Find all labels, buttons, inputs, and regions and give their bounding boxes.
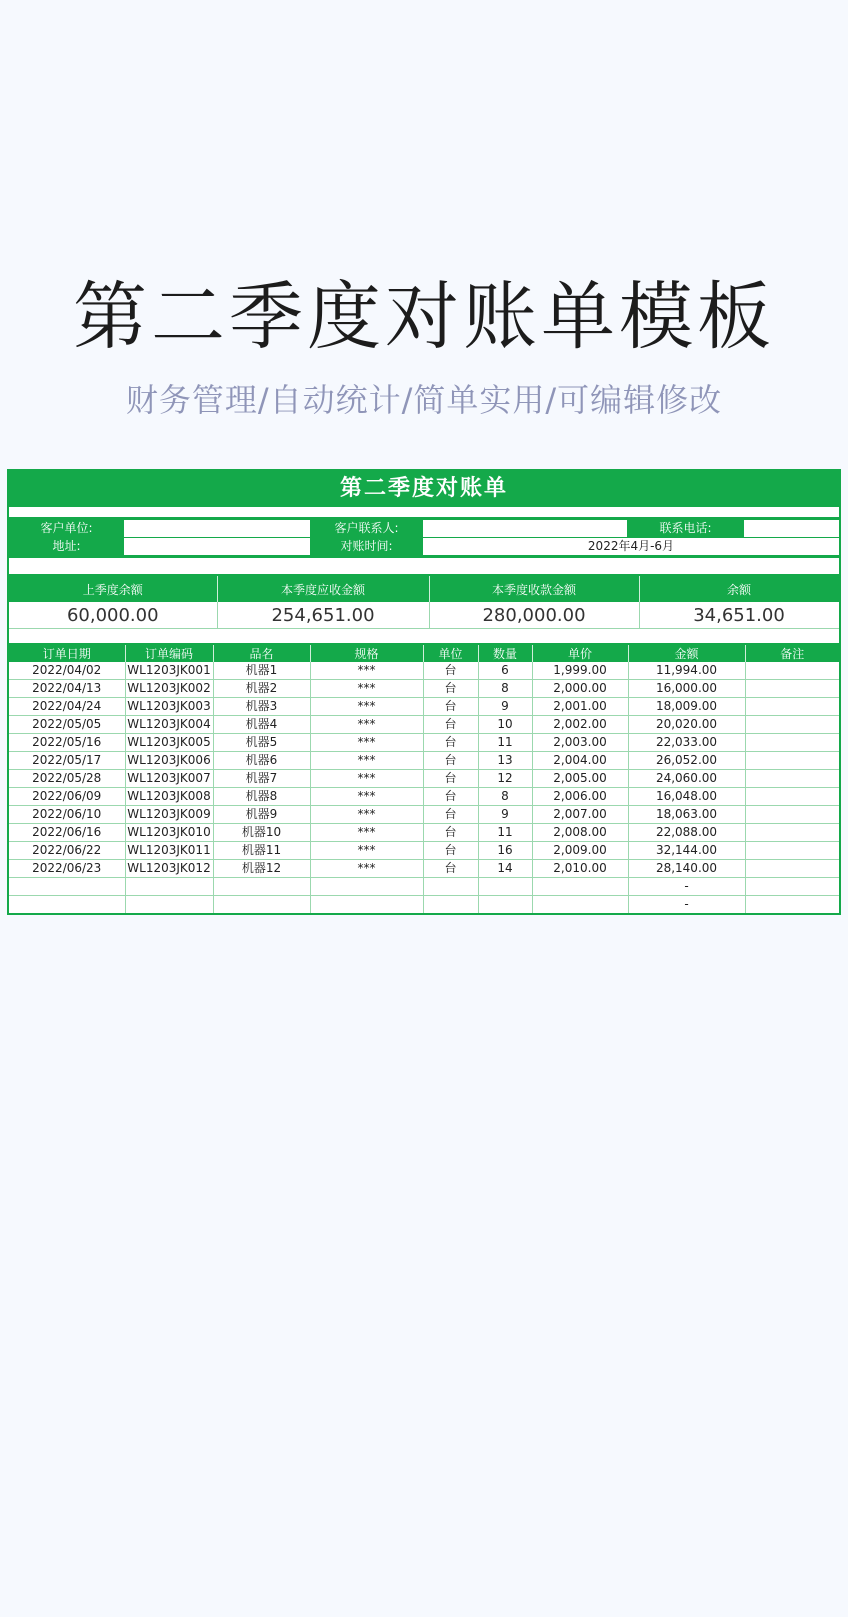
cell-spec[interactable]: *** xyxy=(310,806,423,824)
receivable-value[interactable]: 254,651.00 xyxy=(217,602,429,629)
cell-order-code[interactable]: WL1203JK010 xyxy=(125,824,213,842)
spacer-row xyxy=(9,556,839,576)
table-row xyxy=(9,752,839,770)
cell-product-name[interactable]: 机器12 xyxy=(213,860,310,878)
table-body xyxy=(9,662,839,914)
cell-order-code[interactable]: WL1203JK005 xyxy=(125,734,213,752)
cell-amount[interactable]: - xyxy=(628,878,745,896)
previous-balance-value[interactable]: 60,000.00 xyxy=(9,602,217,629)
cell-order-date[interactable]: 2022/05/17 xyxy=(9,752,125,770)
cell-unit[interactable] xyxy=(423,878,478,896)
cell-remark[interactable] xyxy=(745,878,839,896)
cell-amount[interactable]: - xyxy=(628,896,745,914)
table-row xyxy=(9,662,839,680)
table-row xyxy=(9,842,839,860)
sheet-title: 第二季度对账单 xyxy=(9,471,839,507)
cell-product-name[interactable]: 机器10 xyxy=(213,824,310,842)
cell-spec[interactable]: *** xyxy=(310,842,423,860)
cell-quantity[interactable]: 9 xyxy=(478,806,532,824)
cell-quantity[interactable]: 16 xyxy=(478,842,532,860)
column-header-unit-price[interactable]: 单价 xyxy=(532,645,628,662)
cell-unit-price[interactable]: 1,999.00 xyxy=(532,662,628,680)
cell-unit-price[interactable]: 2,004.00 xyxy=(532,752,628,770)
cell-spec[interactable]: *** xyxy=(310,680,423,698)
cell-order-date[interactable]: 2022/05/16 xyxy=(9,734,125,752)
cell-unit[interactable]: 台 xyxy=(423,698,478,716)
cell-unit-price[interactable] xyxy=(532,896,628,914)
column-header-product-name[interactable]: 品名 xyxy=(213,645,310,662)
cell-remark[interactable] xyxy=(745,734,839,752)
cell-order-date[interactable] xyxy=(9,878,125,896)
cell-quantity[interactable]: 6 xyxy=(478,662,532,680)
cell-amount[interactable]: 16,000.00 xyxy=(628,680,745,698)
cell-unit[interactable]: 台 xyxy=(423,680,478,698)
cell-order-code[interactable]: WL1203JK002 xyxy=(125,680,213,698)
cell-quantity[interactable]: 9 xyxy=(478,698,532,716)
cell-spec[interactable]: *** xyxy=(310,662,423,680)
cell-remark[interactable] xyxy=(745,842,839,860)
cell-quantity[interactable]: 14 xyxy=(478,860,532,878)
summary-header: 余额 xyxy=(639,576,839,602)
cell-unit-price[interactable]: 2,001.00 xyxy=(532,698,628,716)
summary-header: 本季度收款金额 xyxy=(429,576,639,602)
cell-remark[interactable] xyxy=(745,680,839,698)
cell-order-code[interactable]: WL1203JK009 xyxy=(125,806,213,824)
cell-amount[interactable]: 18,009.00 xyxy=(628,698,745,716)
cell-product-name[interactable] xyxy=(213,878,310,896)
cell-spec[interactable]: *** xyxy=(310,734,423,752)
customer-unit-label: 客户单位: xyxy=(10,520,124,538)
cell-amount[interactable]: 24,060.00 xyxy=(628,770,745,788)
cell-quantity[interactable] xyxy=(478,878,532,896)
cell-product-name[interactable]: 机器7 xyxy=(213,770,310,788)
cell-unit[interactable]: 台 xyxy=(423,752,478,770)
column-header-quantity[interactable]: 数量 xyxy=(478,645,532,662)
table-header-row xyxy=(9,645,839,662)
phone-label: 联系电话: xyxy=(628,520,744,538)
cell-order-code[interactable]: WL1203JK011 xyxy=(125,842,213,860)
cell-remark[interactable] xyxy=(745,770,839,788)
cell-remark[interactable] xyxy=(745,698,839,716)
column-header-spec[interactable]: 规格 xyxy=(310,645,423,662)
cell-quantity[interactable]: 12 xyxy=(478,770,532,788)
cell-amount[interactable]: 18,063.00 xyxy=(628,806,745,824)
table-row xyxy=(9,698,839,716)
cell-remark[interactable] xyxy=(745,824,839,842)
cell-unit-price[interactable]: 2,005.00 xyxy=(532,770,628,788)
table-row xyxy=(9,878,839,896)
cell-unit-price[interactable]: 2,010.00 xyxy=(532,860,628,878)
cell-order-code[interactable]: WL1203JK004 xyxy=(125,716,213,734)
cell-spec[interactable]: *** xyxy=(310,860,423,878)
cell-unit[interactable]: 台 xyxy=(423,788,478,806)
cell-order-date[interactable]: 2022/06/09 xyxy=(9,788,125,806)
table-row xyxy=(9,860,839,878)
cell-order-date[interactable]: 2022/04/02 xyxy=(9,662,125,680)
cell-spec[interactable]: *** xyxy=(310,788,423,806)
cell-remark[interactable] xyxy=(745,860,839,878)
table-row xyxy=(9,770,839,788)
cell-remark[interactable] xyxy=(745,896,839,914)
cell-unit-price[interactable]: 2,007.00 xyxy=(532,806,628,824)
cell-order-date[interactable]: 2022/05/28 xyxy=(9,770,125,788)
column-header-order-code[interactable]: 订单编码 xyxy=(125,645,213,662)
table-row xyxy=(9,734,839,752)
cell-unit[interactable]: 台 xyxy=(423,842,478,860)
cell-order-date[interactable]: 2022/05/05 xyxy=(9,716,125,734)
cell-order-date[interactable]: 2022/06/22 xyxy=(9,842,125,860)
cell-spec[interactable] xyxy=(310,896,423,914)
cell-spec[interactable] xyxy=(310,878,423,896)
cell-remark[interactable] xyxy=(745,716,839,734)
cell-unit[interactable] xyxy=(423,896,478,914)
cell-unit-price[interactable]: 2,008.00 xyxy=(532,824,628,842)
cell-unit-price[interactable]: 2,002.00 xyxy=(532,716,628,734)
cell-order-date[interactable]: 2022/04/13 xyxy=(9,680,125,698)
info-table xyxy=(9,519,840,556)
table-row xyxy=(9,824,839,842)
statement-sheet xyxy=(7,469,841,915)
spacer-row xyxy=(9,507,839,519)
cell-order-date[interactable]: 2022/06/10 xyxy=(9,806,125,824)
contact-label: 客户联系人: xyxy=(311,520,423,538)
order-table xyxy=(9,645,839,914)
cell-unit[interactable]: 台 xyxy=(423,662,478,680)
cell-unit[interactable]: 台 xyxy=(423,824,478,842)
cell-quantity[interactable]: 10 xyxy=(478,716,532,734)
cell-spec[interactable]: *** xyxy=(310,770,423,788)
cell-quantity[interactable]: 8 xyxy=(478,680,532,698)
cell-remark[interactable] xyxy=(745,662,839,680)
cell-product-name[interactable]: 机器4 xyxy=(213,716,310,734)
cell-spec[interactable]: *** xyxy=(310,716,423,734)
column-header-amount[interactable]: 金额 xyxy=(628,645,745,662)
cell-unit-price[interactable]: 2,009.00 xyxy=(532,842,628,860)
contact-field[interactable] xyxy=(423,520,628,538)
cell-spec[interactable]: *** xyxy=(310,752,423,770)
page-title: 第二季度对账单模板 xyxy=(73,274,775,360)
cell-product-name[interactable]: 机器11 xyxy=(213,842,310,860)
cell-product-name[interactable]: 机器8 xyxy=(213,788,310,806)
cell-order-code[interactable]: WL1203JK008 xyxy=(125,788,213,806)
cell-order-date[interactable]: 2022/04/24 xyxy=(9,698,125,716)
cell-unit-price[interactable]: 2,006.00 xyxy=(532,788,628,806)
summary-table xyxy=(9,576,840,629)
cell-amount[interactable]: 32,144.00 xyxy=(628,842,745,860)
table-row xyxy=(9,788,839,806)
cell-quantity[interactable] xyxy=(478,896,532,914)
table-row xyxy=(9,716,839,734)
cell-quantity[interactable]: 11 xyxy=(478,824,532,842)
cell-product-name[interactable]: 机器2 xyxy=(213,680,310,698)
column-header-unit[interactable]: 单位 xyxy=(423,645,478,662)
cell-unit[interactable]: 台 xyxy=(423,716,478,734)
cell-product-name[interactable]: 机器6 xyxy=(213,752,310,770)
cell-order-date[interactable]: 2022/06/16 xyxy=(9,824,125,842)
cell-order-code[interactable]: WL1203JK003 xyxy=(125,698,213,716)
cell-unit[interactable]: 台 xyxy=(423,860,478,878)
cell-order-code[interactable]: WL1203JK012 xyxy=(125,860,213,878)
cell-unit[interactable]: 台 xyxy=(423,806,478,824)
summary-header: 上季度余额 xyxy=(9,576,217,602)
cell-product-name[interactable]: 机器3 xyxy=(213,698,310,716)
cell-amount[interactable]: 28,140.00 xyxy=(628,860,745,878)
phone-field[interactable] xyxy=(744,520,840,538)
cell-amount[interactable]: 16,048.00 xyxy=(628,788,745,806)
cell-unit[interactable]: 台 xyxy=(423,734,478,752)
cell-order-code[interactable] xyxy=(125,896,213,914)
column-header-order-date[interactable]: 订单日期 xyxy=(9,645,125,662)
period-field[interactable]: 2022年4月-6月 xyxy=(423,538,840,556)
period-label: 对账时间: xyxy=(311,538,423,556)
cell-amount[interactable]: 22,088.00 xyxy=(628,824,745,842)
summary-header: 本季度应收金额 xyxy=(217,576,429,602)
cell-amount[interactable]: 22,033.00 xyxy=(628,734,745,752)
table-row xyxy=(9,896,839,914)
received-value[interactable]: 280,000.00 xyxy=(429,602,639,629)
table-row xyxy=(9,680,839,698)
cell-quantity[interactable]: 11 xyxy=(478,734,532,752)
balance-value[interactable]: 34,651.00 xyxy=(639,602,839,629)
page-subtitle: 财务管理/自动统计/简单实用/可编辑修改 xyxy=(125,381,723,419)
cell-remark[interactable] xyxy=(745,806,839,824)
cell-order-code[interactable]: WL1203JK006 xyxy=(125,752,213,770)
cell-unit-price[interactable]: 2,003.00 xyxy=(532,734,628,752)
cell-order-date[interactable] xyxy=(9,896,125,914)
cell-product-name[interactable] xyxy=(213,896,310,914)
cell-remark[interactable] xyxy=(745,752,839,770)
cell-quantity[interactable]: 13 xyxy=(478,752,532,770)
cell-remark[interactable] xyxy=(745,788,839,806)
address-label: 地址: xyxy=(10,538,124,556)
customer-unit-field[interactable] xyxy=(124,520,311,538)
table-row xyxy=(9,806,839,824)
cell-unit-price[interactable] xyxy=(532,878,628,896)
cell-amount[interactable]: 26,052.00 xyxy=(628,752,745,770)
cell-product-name[interactable]: 机器1 xyxy=(213,662,310,680)
cell-order-code[interactable] xyxy=(125,878,213,896)
spacer-row xyxy=(9,629,839,645)
cell-order-code[interactable]: WL1203JK001 xyxy=(125,662,213,680)
cell-order-date[interactable]: 2022/06/23 xyxy=(9,860,125,878)
cell-product-name[interactable]: 机器9 xyxy=(213,806,310,824)
cell-order-code[interactable]: WL1203JK007 xyxy=(125,770,213,788)
column-header-remark[interactable]: 备注 xyxy=(745,645,839,662)
cell-amount[interactable]: 20,020.00 xyxy=(628,716,745,734)
cell-unit-price[interactable]: 2,000.00 xyxy=(532,680,628,698)
address-field[interactable] xyxy=(124,538,311,556)
cell-amount[interactable]: 11,994.00 xyxy=(628,662,745,680)
cell-product-name[interactable]: 机器5 xyxy=(213,734,310,752)
cell-spec[interactable]: *** xyxy=(310,824,423,842)
cell-unit[interactable]: 台 xyxy=(423,770,478,788)
cell-spec[interactable]: *** xyxy=(310,698,423,716)
cell-quantity[interactable]: 8 xyxy=(478,788,532,806)
